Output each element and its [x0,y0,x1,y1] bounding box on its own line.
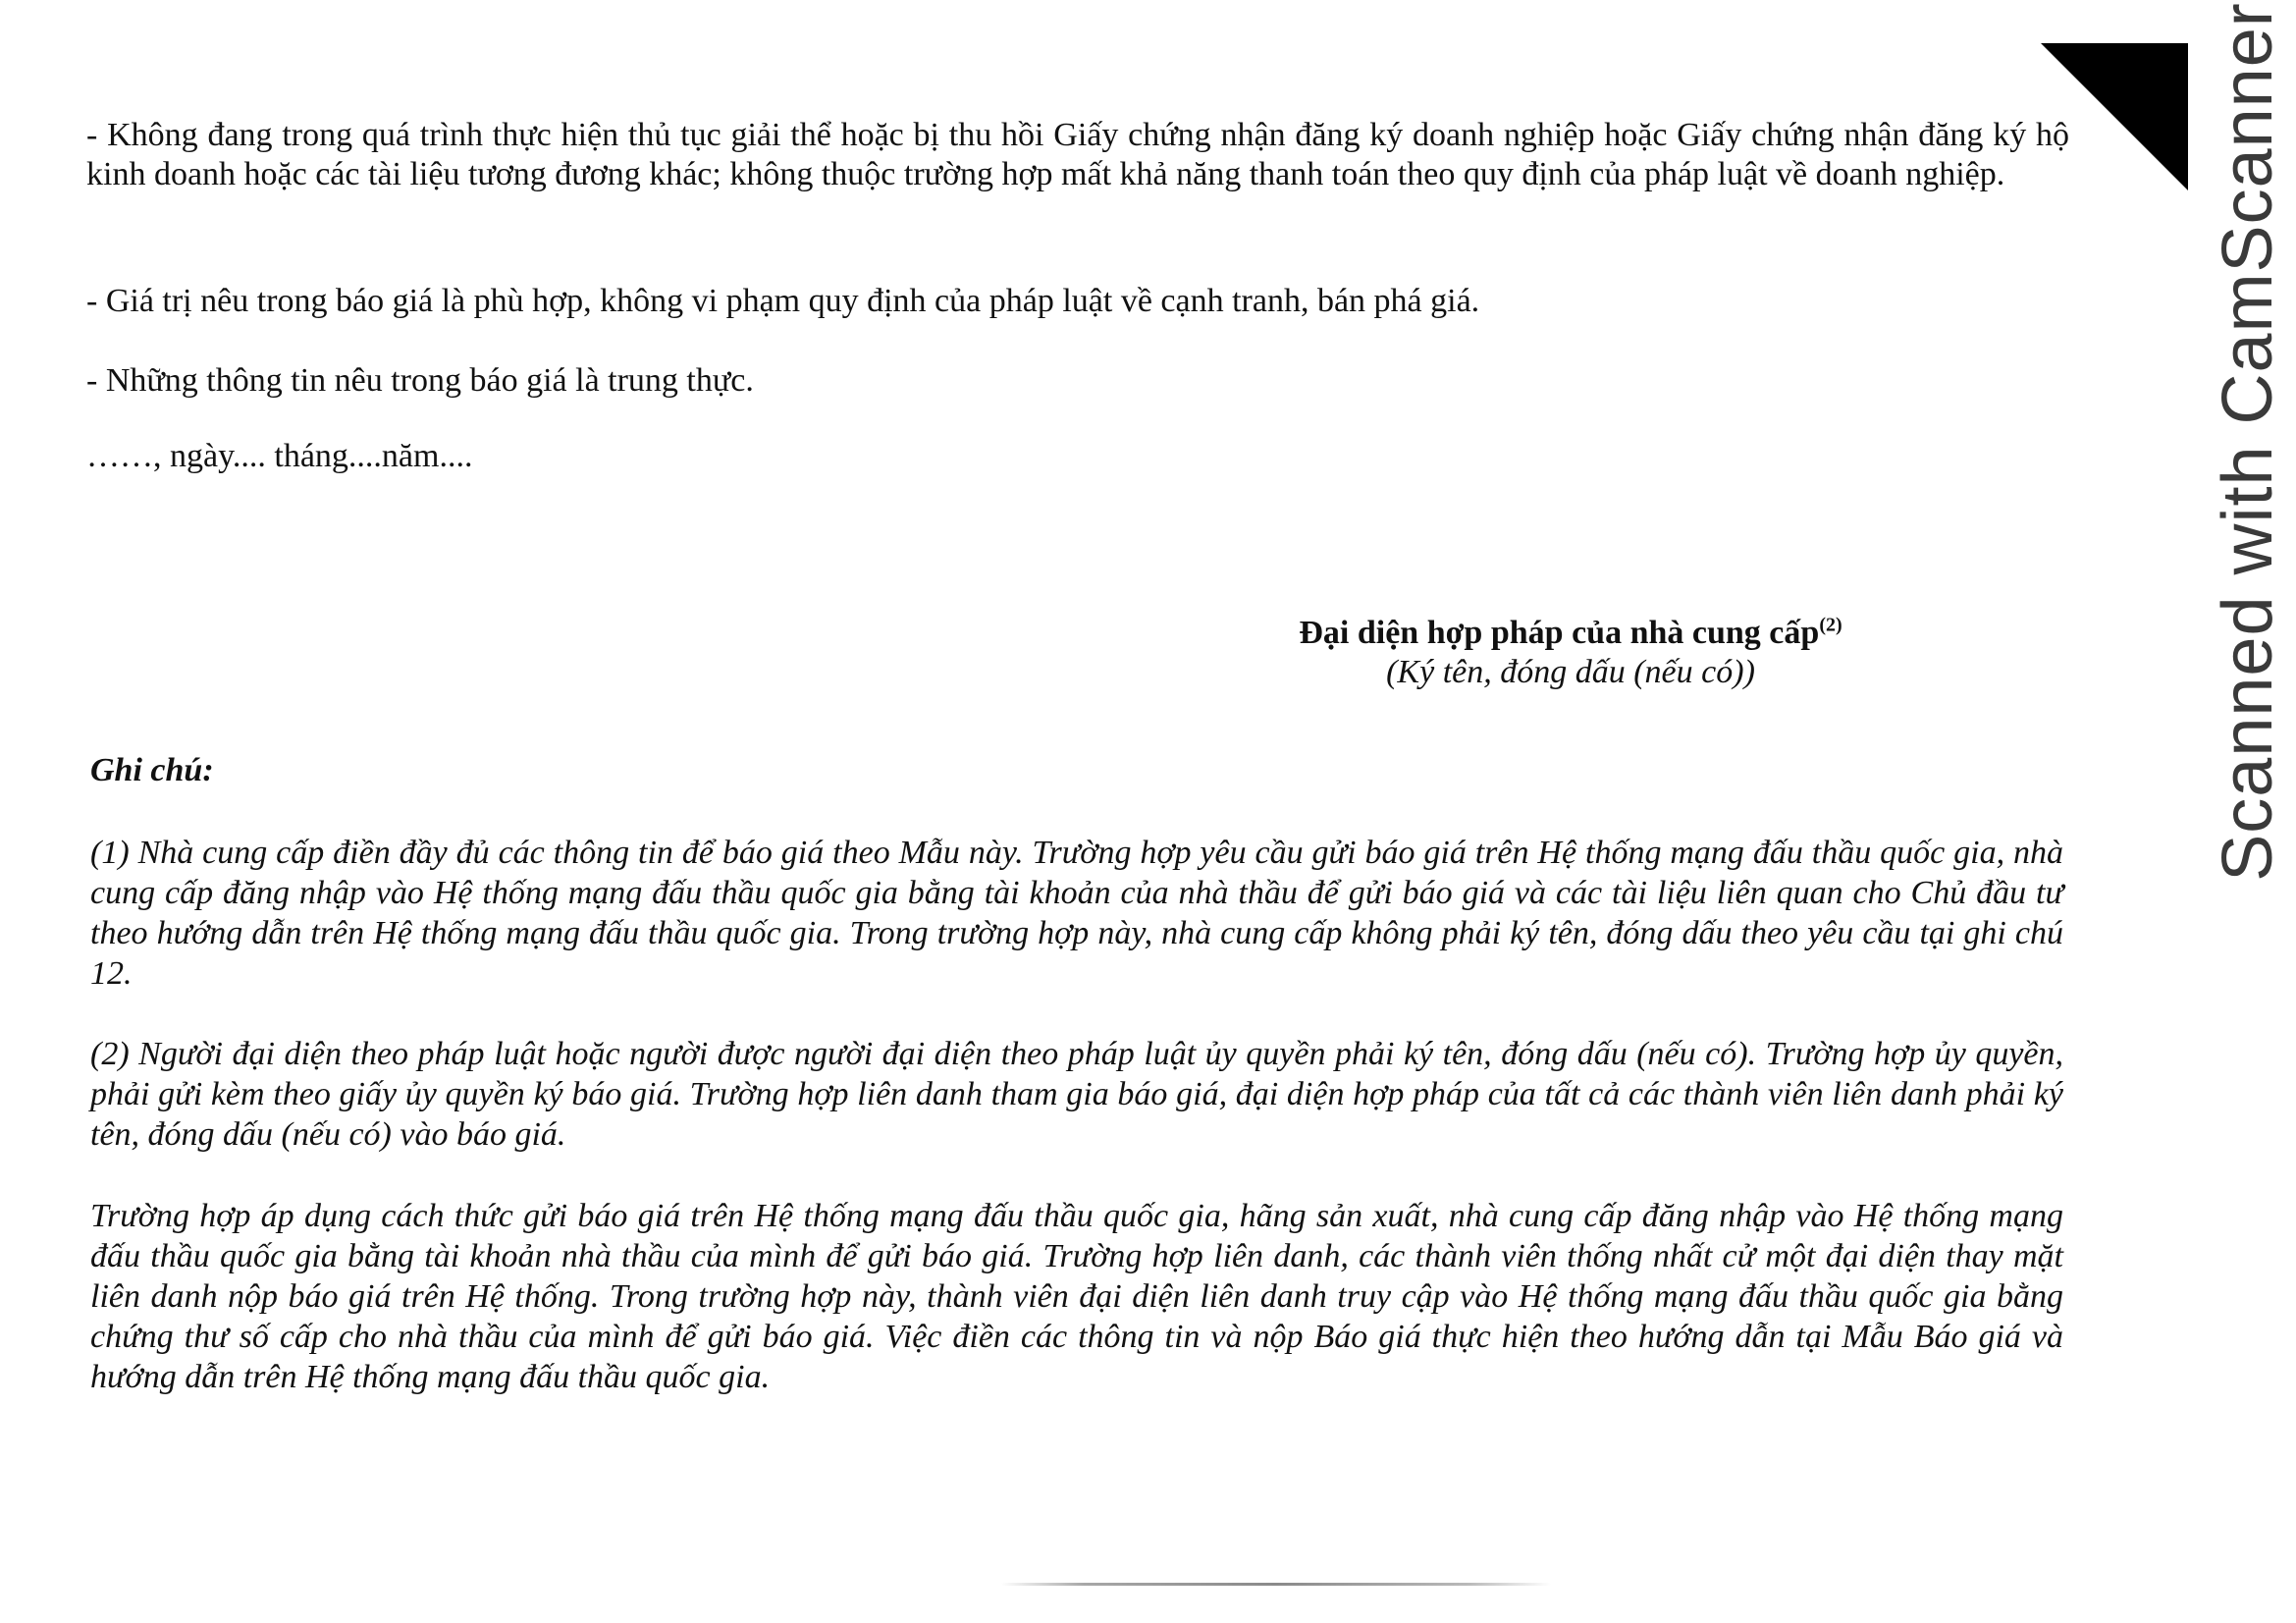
date-line: ……, ngày.... tháng....năm.... [86,438,473,474]
body-paragraph-2: - Giá trị nêu trong báo giá là phù hợp, không vi phạm quy định của pháp luật về cạnh tranh, bán phá giá. [86,283,1480,319]
signature-title-text: Đại diện hợp pháp của nhà cung cấp [1299,615,1820,651]
note-1: (1) Nhà cung cấp điền đầy đủ các thông tin để báo giá theo Mẫu này. Trường hợp yêu cầu gửi báo giá trên Hệ thống mạng đấu thầu quốc gia, nhà cung cấp đăng nhập vào Hệ thống mạng đấu thầu quốc gia bằng tài khoản của nhà thầu để gửi báo giá và các tài liệu liên quan cho Chủ đầu tư theo hướng dẫn trên Hệ thống mạng đấu thầu quốc gia. Trong trường hợp này, nhà cung cấp không phải ký tên, đóng dấu theo yêu cầu tại ghi chú 12. [90,835,2063,992]
signature-instruction: (Ký tên, đóng dấu (nếu có)) [1386,654,1755,690]
camscanner-watermark: Scanned with CamScanner [2209,2,2287,882]
note-3: Trường hợp áp dụng cách thức gửi báo giá trên Hệ thống mạng đấu thầu quốc gia, hãng sản xuất, nhà cung cấp đăng nhập vào Hệ thống mạng đấu thầu quốc gia bằng tài khoản nhà thầu của mình để gửi báo giá. Trường hợp liên danh, các thành viên thống nhất cử một đại diện thay mặt liên danh nộp báo giá trên Hệ thống. Trong trường hợp này, thành viên đại diện liên danh truy cập vào Hệ thống mạng đấu thầu quốc gia bằng chứng thư số cấp cho nhà thầu của mình để gửi báo giá. Việc điền các thông tin và nộp Báo giá thực hiện theo hướng dẫn tại Mẫu Báo giá và hướng dẫn trên Hệ thống mạng đấu thầu quốc gia. [90,1198,2063,1395]
signature-title [1119,614,2022,653]
body-paragraph-1: - Không đang trong quá trình thực hiện thủ tục giải thể hoặc bị thu hồi Giấy chứng nhận đăng ký doanh nghiệp hoặc Giấy chứng nhận đăng ký hộ kinh doanh hoặc các tài liệu tương đương khác; không thuộc trường hợp mất khả năng thanh toán theo quy định của pháp luật về doanh nghiệp. [86,117,2069,192]
notes-heading: Ghi chú: [90,752,214,788]
note-2: (2) Người đại diện theo pháp luật hoặc người được người đại diện theo pháp luật ủy quyền phải ký tên, đóng dấu (nếu có). Trường hợp ủy quyền, phải gửi kèm theo giấy ủy quyền ký báo giá. Trường hợp liên danh tham gia báo giá, đại diện hợp pháp của tất cả các thành viên liên danh phải ký tên, đóng dấu (nếu có) vào báo giá. [90,1036,2063,1153]
signature-title-superscript: (2) [1819,614,1842,636]
signature-block [1119,614,2022,692]
scan-artifact-line [1001,1583,1551,1586]
body-paragraph-3: - Những thông tin nêu trong báo giá là trung thực. [86,362,754,399]
